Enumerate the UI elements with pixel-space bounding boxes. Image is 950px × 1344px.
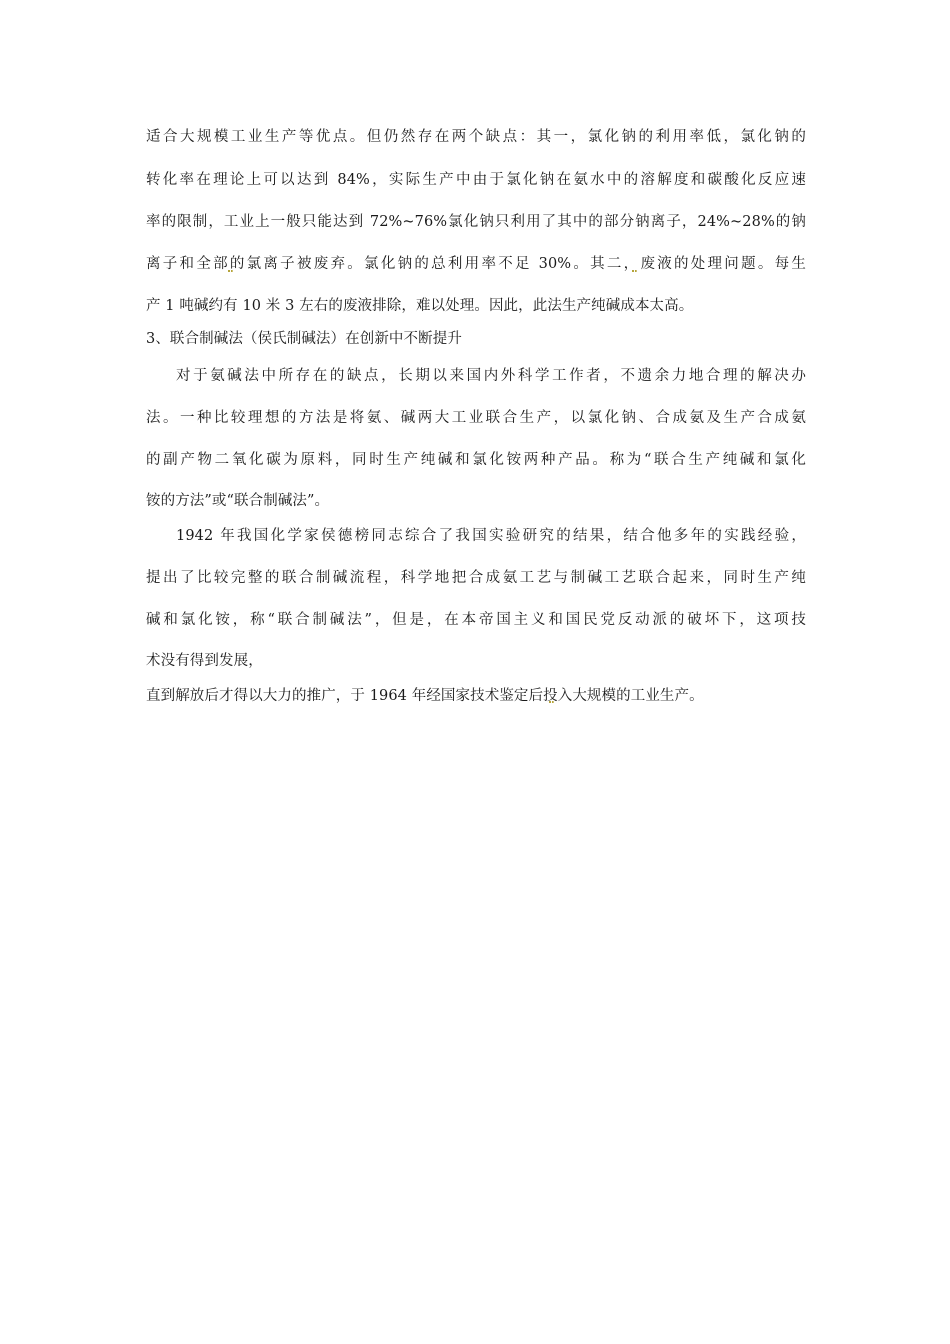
paragraph-line: 对于氨碱法中所存在的缺点，长期以来国内外科学工作者，不遗余力地合理的解决办 xyxy=(176,368,806,384)
paragraph-line: 铵的方法”或“联合制碱法”。 xyxy=(146,493,330,509)
proofing-mark xyxy=(632,266,637,272)
proofing-mark xyxy=(549,697,554,703)
paragraph-line: 离子和全部的氯离子被废弃。氯化钠的总利用率不足 30%。其二，废液的处理问题。每生 xyxy=(146,256,806,272)
paragraph-line: 1942 年我国化学家侯德榜同志综合了我国实验研究的结果，结合他多年的实践经验， xyxy=(176,528,806,544)
paragraph-line: 率的限制，工业上一般只能达到 72%~76%氯化钠只利用了其中的部分钠离子，24%~28%的钠 xyxy=(146,214,806,230)
paragraph-line: 法。一种比较理想的方法是将氨、碱两大工业联合生产，以氯化钠、合成氨及生产合成氨 xyxy=(146,410,806,426)
paragraph-line: 直到解放后才得以大力的推广，于 1964 年经国家技术鉴定后投入大规模的工业生产。 xyxy=(146,688,704,704)
paragraph-line: 的副产物二氧化碳为原料，同时生产纯碱和氯化铵两种产品。称为“联合生产纯碱和氯化 xyxy=(146,452,806,468)
paragraph-line: 术没有得到发展， xyxy=(146,653,263,669)
paragraph-line: 适合大规模工业生产等优点。但仍然存在两个缺点：其一，氯化钠的利用率低，氯化钠的 xyxy=(146,129,806,145)
section-heading: 3、联合制碱法（侯氏制碱法）在创新中不断提升 xyxy=(146,331,462,347)
paragraph-line: 产 1 吨碱约有 10 米 3 左右的废液排除，难以处理。因此，此法生产纯碱成本太高。 xyxy=(146,298,694,314)
paragraph-line: 提出了比较完整的联合制碱流程，科学地把合成氨工艺与制碱工艺联合起来，同时生产纯 xyxy=(146,570,806,586)
paragraph-line: 碱和氯化铵，称“联合制碱法”，但是，在本帝国主义和国民党反动派的破坏下，这项技 xyxy=(146,612,806,628)
paragraph-line: 转化率在理论上可以达到 84%，实际生产中由于氯化钠在氨水中的溶解度和碳酸化反应速 xyxy=(146,172,806,188)
proofing-mark xyxy=(228,266,233,272)
